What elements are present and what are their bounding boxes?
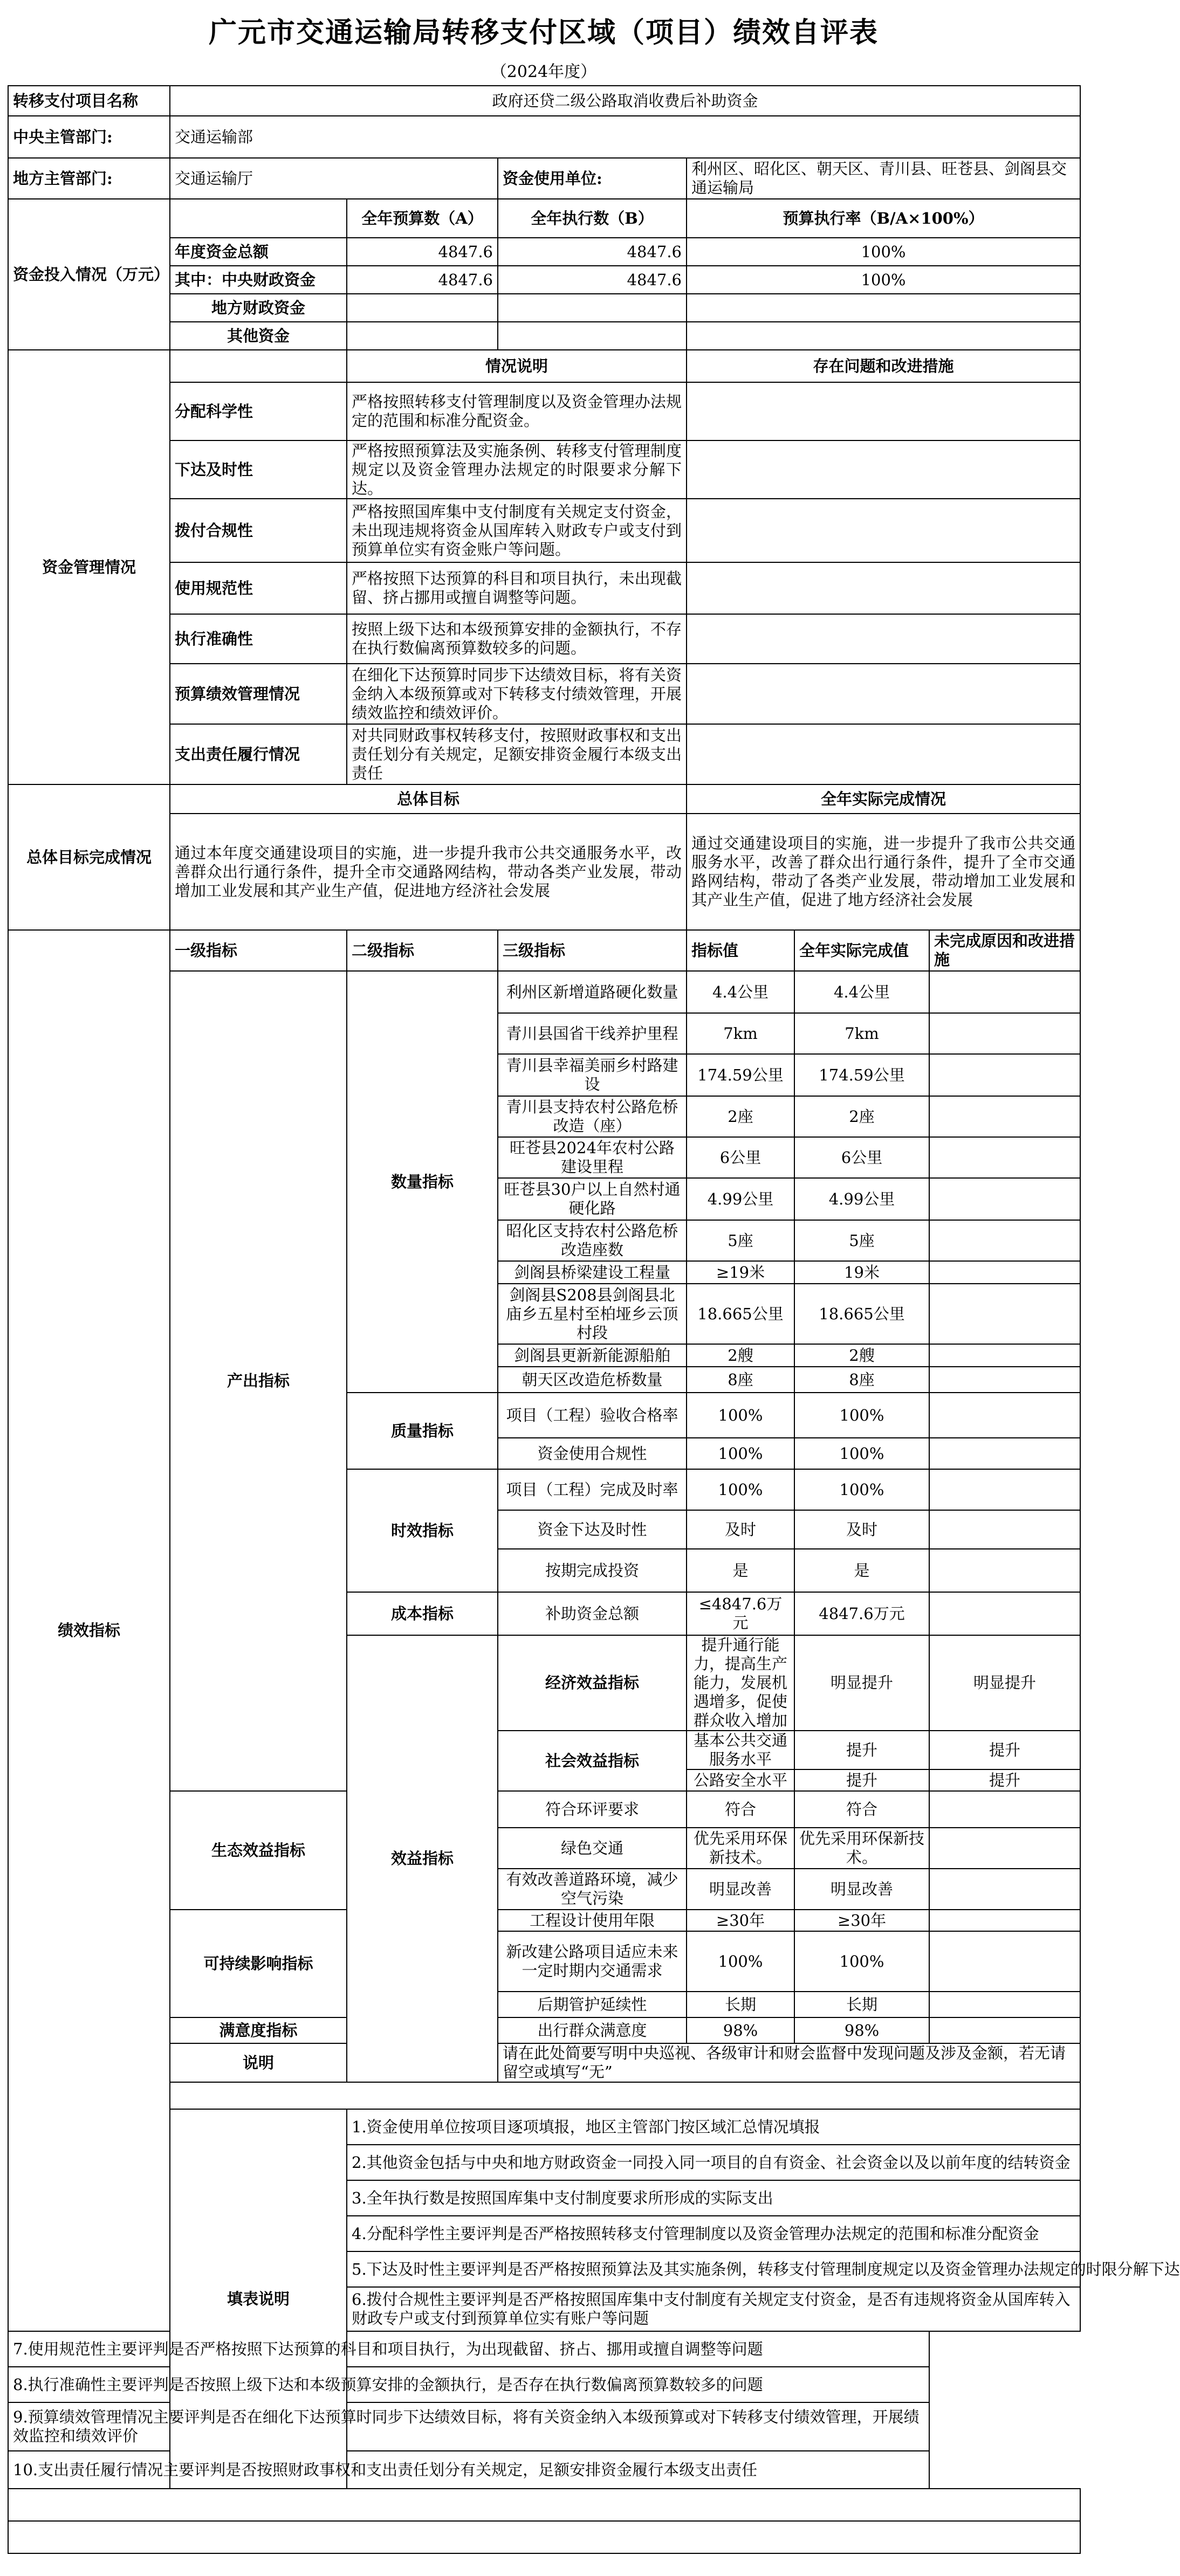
funding-row-budget <box>347 322 498 350</box>
funding-header-rate: 预算执行率（B/A×100%） <box>687 199 1080 238</box>
kpi-item-actual: 8座 <box>794 1367 929 1393</box>
kpi-item-actual: 174.59公里 <box>794 1054 929 1096</box>
kpi-item-name: 青川县幸福美丽乡村路建设 <box>498 1054 687 1096</box>
kpi-item-name: 昭化区支持农村公路危桥改造座数 <box>498 1220 687 1261</box>
kpi-item-reason <box>929 2017 1080 2043</box>
instruction-item: 1.资金使用单位按项目逐项填报，地区主管部门按区域汇总情况填报 <box>347 2109 1080 2145</box>
funding-header-blank <box>170 199 347 238</box>
kpi-item-name: 公路安全水平 <box>687 1769 794 1791</box>
kpi-item-actual: 6公里 <box>794 1137 929 1178</box>
kpi-header-actual: 全年实际完成值 <box>794 930 929 971</box>
funding-row-rate <box>687 294 1080 322</box>
blank-row <box>8 2489 1080 2521</box>
management-row-issue <box>687 440 1080 499</box>
kpi-item-reason <box>929 1438 1080 1469</box>
kpi-item-reason <box>929 1367 1080 1393</box>
local-dept-value: 交通运输厅 <box>170 158 498 199</box>
kpi-sustain-label: 可持续影响指标 <box>170 1910 347 2017</box>
kpi-item-reason <box>929 1992 1080 2017</box>
kpi-item-reason <box>929 1869 1080 1910</box>
kpi-effect-label: 效益指标 <box>347 1635 498 2082</box>
kpi-item-reason <box>929 1931 1080 1992</box>
kpi-item-target: 174.59公里 <box>687 1054 794 1096</box>
kpi-item-name: 新改建公路项目适应未来一定时期内交通需求 <box>498 1931 687 1992</box>
goal-actual-text: 通过交通建设项目的实施，进一步提升了我市公共交通服务水平，改善了群众出行通行条件，提升了全市交通路网结构，带动了各类产业发展，带动增加工业发展和其产业生产值，促进了地方经济社会发展 <box>687 814 1080 930</box>
kpi-item-reason <box>929 1344 1080 1367</box>
kpi-item-target: 100% <box>687 1393 794 1438</box>
central-dept-value: 交通运输部 <box>170 116 1080 158</box>
kpi-item-target: 100% <box>687 1931 794 1992</box>
kpi-item-actual: 长期 <box>794 1992 929 2017</box>
kpi-item-name: 补助资金总额 <box>498 1592 687 1635</box>
instruction-item: 5.下达及时性主要评判是否严格按照预算法及其实施条例，转移支付管理制度规定以及资金管理办法规定的时限分解下达 <box>347 2251 1080 2287</box>
kpi-item-actual: 19米 <box>794 1261 929 1284</box>
management-section-label: 资金管理情况 <box>8 350 170 784</box>
kpi-item-target: 5座 <box>687 1220 794 1261</box>
kpi-item-name: 项目（工程）验收合格率 <box>498 1393 687 1438</box>
kpi-item-target: 100% <box>687 1438 794 1469</box>
kpi-item-target: 8座 <box>687 1367 794 1393</box>
kpi-quality-label: 质量指标 <box>347 1393 498 1469</box>
kpi-item-actual: 18.665公里 <box>794 1284 929 1344</box>
management-row-desc: 严格按照下达预算的科目和项目执行，未出现截留、挤占挪用或擅自调整等问题。 <box>347 562 687 614</box>
management-row-issue <box>687 562 1080 614</box>
kpi-item-name: 提升通行能力，提高生产能力，发展机遇增多，促使群众收入增加 <box>687 1635 794 1731</box>
funding-row-executed <box>498 322 687 350</box>
funding-row-executed: 4847.6 <box>498 266 687 294</box>
kpi-item-actual: 100% <box>794 1931 929 1992</box>
management-header-desc: 情况说明 <box>347 350 687 382</box>
kpi-item-reason <box>929 1284 1080 1344</box>
funding-row-executed <box>498 294 687 322</box>
kpi-item-actual: 100% <box>794 1393 929 1438</box>
kpi-item-actual: 提升 <box>929 1731 1080 1769</box>
management-row-issue <box>687 499 1080 562</box>
kpi-satisfaction-label: 满意度指标 <box>170 2017 347 2043</box>
kpi-item-target: 4.4公里 <box>687 971 794 1013</box>
kpi-item-name: 剑阁县桥梁建设工程量 <box>498 1261 687 1284</box>
kpi-item-reason <box>929 1910 1080 1931</box>
management-row-label: 预算绩效管理情况 <box>170 664 347 724</box>
kpi-item-reason <box>929 1220 1080 1261</box>
funding-row-rate: 100% <box>687 266 1080 294</box>
management-row-issue <box>687 664 1080 724</box>
goal-header-target: 总体目标 <box>170 784 687 814</box>
management-row-label: 拨付合规性 <box>170 499 347 562</box>
kpi-item-target: 98% <box>687 2017 794 2043</box>
management-header-blank <box>170 350 347 382</box>
funding-section-label: 资金投入情况（万元） <box>8 199 170 350</box>
kpi-item-target: 明显提升 <box>794 1635 929 1731</box>
kpi-item-actual: 98% <box>794 2017 929 2043</box>
goal-target-text: 通过本年度交通建设项目的实施，进一步提升我市公共交通服务水平，改善群众出行通行条件，提升全市交通路网结构，带动各类产业发展，带动增加工业发展和其产业生产值，促进地方经济社会发展 <box>170 814 687 930</box>
kpi-item-target: 是 <box>687 1549 794 1592</box>
kpi-item-reason <box>929 1054 1080 1096</box>
kpi-header-target: 指标值 <box>687 930 794 971</box>
kpi-item-target: 明显改善 <box>687 1869 794 1910</box>
kpi-item-reason <box>929 1261 1080 1284</box>
management-row-label: 下达及时性 <box>170 440 347 499</box>
instruction-item: 2.其他资金包括与中央和地方财政资金一同投入同一项目的自有资金、社会资金以及以前年度的结转资金 <box>347 2145 1080 2180</box>
kpi-item-reason <box>929 1393 1080 1438</box>
funding-row-label: 年度资金总额 <box>170 238 347 266</box>
project-name-value: 政府还贷二级公路取消收费后补助资金 <box>170 86 1080 116</box>
management-row-label: 分配科学性 <box>170 382 347 440</box>
instruction-item: 3.全年执行数是按照国库集中支付制度要求所形成的实际支出 <box>347 2180 1080 2216</box>
kpi-time-label: 时效指标 <box>347 1469 498 1592</box>
kpi-item-target: ≤4847.6万元 <box>687 1592 794 1635</box>
kpi-item-target: 2艘 <box>687 1344 794 1367</box>
kpi-item-target: 及时 <box>687 1510 794 1549</box>
funding-row-budget <box>347 294 498 322</box>
kpi-item-target: 长期 <box>687 1992 794 2017</box>
kpi-item-target: ≥19米 <box>687 1261 794 1284</box>
kpi-item-reason <box>929 1549 1080 1592</box>
kpi-eco-label: 生态效益指标 <box>170 1791 347 1910</box>
kpi-item-reason <box>929 1510 1080 1549</box>
kpi-item-target: 7km <box>687 1013 794 1054</box>
kpi-item-reason <box>929 1013 1080 1054</box>
instruction-item: 9.预算绩效管理情况主要评判是否在细化下达预算时同步下达绩效目标，将有关资金纳入本级预算或对下转移支付绩效管理，开展绩效监控和绩效评价 <box>8 2402 929 2451</box>
kpi-item-name: 工程设计使用年限 <box>498 1910 687 1931</box>
kpi-item-name: 出行群众满意度 <box>498 2017 687 2043</box>
kpi-item-target: 6公里 <box>687 1137 794 1178</box>
management-row-desc: 严格按照转移支付管理制度以及资金管理办法规定的范围和标准分配资金。 <box>347 382 687 440</box>
kpi-item-actual: 提升 <box>929 1769 1080 1791</box>
kpi-item-actual: 2艘 <box>794 1344 929 1367</box>
central-dept-label: 中央主管部门: <box>8 116 170 158</box>
management-row-desc: 严格按照预算法及实施条例、转移支付管理制度规定以及资金管理办法规定的时限要求分解下达。 <box>347 440 687 499</box>
kpi-item-name: 有效改善道路环境，减少空气污染 <box>498 1869 687 1910</box>
kpi-item-actual: ≥30年 <box>794 1910 929 1931</box>
management-header-issue: 存在问题和改进措施 <box>687 350 1080 382</box>
kpi-item-target: 4.99公里 <box>687 1178 794 1220</box>
fund-user-label: 资金使用单位: <box>498 158 687 199</box>
kpi-item-actual: 4847.6万元 <box>794 1592 929 1635</box>
blank-row <box>170 2082 1080 2109</box>
kpi-item-target: 18.665公里 <box>687 1284 794 1344</box>
kpi-item-name: 青川县国省干线养护里程 <box>498 1013 687 1054</box>
local-dept-label: 地方主管部门: <box>8 158 170 199</box>
kpi-item-actual: 明显改善 <box>794 1869 929 1910</box>
funding-header-budget: 全年预算数（A） <box>347 199 498 238</box>
explain-label: 说明 <box>170 2043 347 2082</box>
kpi-item-actual: 及时 <box>794 1510 929 1549</box>
funding-row-label: 地方财政资金 <box>170 294 347 322</box>
management-row-desc: 对共同财政事权转移支付，按照财政事权和支出责任划分有关规定，足额安排资金履行本级支出责任 <box>347 724 687 784</box>
funding-header-executed: 全年执行数（B） <box>498 199 687 238</box>
kpi-item-reason <box>929 1137 1080 1178</box>
evaluation-table <box>8 85 1180 2554</box>
kpi-item-reason <box>929 971 1080 1013</box>
kpi-item-target: 2座 <box>687 1096 794 1137</box>
management-row-issue <box>687 724 1080 784</box>
kpi-item-name: 绿色交通 <box>498 1828 687 1869</box>
instruction-item: 10.支出责任履行情况主要评判是否按照财政事权和支出责任划分有关规定，足额安排资金履行本级支出责任 <box>8 2451 929 2489</box>
funding-row-rate: 100% <box>687 238 1080 266</box>
instruction-item: 4.分配科学性主要评判是否严格按照转移支付管理制度以及资金管理办法规定的范围和标准分配资金 <box>347 2216 1080 2251</box>
funding-row-label: 其中：中央财政资金 <box>170 266 347 294</box>
kpi-quantity-label: 数量指标 <box>347 971 498 1393</box>
kpi-item-actual: 优先采用环保新技术。 <box>794 1828 929 1869</box>
kpi-cost-label: 成本指标 <box>347 1592 498 1635</box>
explain-text: 请在此处简要写明中央巡视、各级审计和财会监督中发现问题及涉及金额，若无请留空或填写“无” <box>498 2043 1080 2082</box>
funding-row-label: 其他资金 <box>170 322 347 350</box>
blank-row <box>8 2521 1080 2553</box>
kpi-item-actual: 明显提升 <box>929 1635 1080 1731</box>
kpi-section-label: 绩效指标 <box>8 930 170 2331</box>
kpi-item-actual: 4.99公里 <box>794 1178 929 1220</box>
kpi-item-name: 朝天区改造危桥数量 <box>498 1367 687 1393</box>
kpi-economic-label: 经济效益指标 <box>498 1635 687 1731</box>
kpi-item-name: 利州区新增道路硬化数量 <box>498 971 687 1013</box>
management-row-desc: 在细化下达预算时同步下达绩效目标，将有关资金纳入本级预算或对下转移支付绩效管理，开展绩效监控和绩效评价。 <box>347 664 687 724</box>
project-name-label: 转移支付项目名称 <box>8 86 170 116</box>
kpi-item-reason <box>929 1828 1080 1869</box>
kpi-item-actual: 5座 <box>794 1220 929 1261</box>
kpi-item-actual: 2座 <box>794 1096 929 1137</box>
management-row-issue <box>687 614 1080 664</box>
funding-row-executed: 4847.6 <box>498 238 687 266</box>
kpi-item-actual: 100% <box>794 1438 929 1469</box>
kpi-item-reason <box>929 1178 1080 1220</box>
kpi-item-name: 项目（工程）完成及时率 <box>498 1469 687 1510</box>
kpi-item-name: 剑阁县更新新能源船舶 <box>498 1344 687 1367</box>
instruction-item: 6.拨付合规性主要评判是否严格按照国库集中支付制度有关规定支付资金，是否有违规将资金从国库转入财政专户或支付到预算单位实有账户等问题 <box>347 2287 1080 2331</box>
kpi-item-actual: 4.4公里 <box>794 971 929 1013</box>
kpi-header-level3: 三级指标 <box>498 930 687 971</box>
kpi-item-reason <box>929 1592 1080 1635</box>
funding-row-rate <box>687 322 1080 350</box>
kpi-item-actual: 是 <box>794 1549 929 1592</box>
kpi-output-label: 产出指标 <box>170 971 347 1791</box>
management-row-desc: 按照上级下达和本级预算安排的金额执行，不存在执行数偏离预算数较多的问题。 <box>347 614 687 664</box>
kpi-item-name: 资金使用合规性 <box>498 1438 687 1469</box>
instruction-item: 8.执行准确性主要评判是否按照上级下达和本级预算安排的金额执行，是否存在执行数偏离预算数较多的问题 <box>8 2367 929 2402</box>
kpi-item-reason <box>929 1469 1080 1510</box>
page-subtitle: （2024年度） <box>490 63 597 81</box>
goal-section-label: 总体目标完成情况 <box>8 784 170 930</box>
management-row-issue <box>687 382 1080 440</box>
goal-header-actual: 全年实际完成情况 <box>687 784 1080 814</box>
page-title: 广元市交通运输局转移支付区域（项目）绩效自评表 <box>208 16 879 49</box>
kpi-item-target: 提升 <box>794 1769 929 1791</box>
kpi-item-target: 提升 <box>794 1731 929 1769</box>
management-row-label: 使用规范性 <box>170 562 347 614</box>
funding-row-budget: 4847.6 <box>347 238 498 266</box>
management-row-label: 支出责任履行情况 <box>170 724 347 784</box>
kpi-item-target: 100% <box>687 1469 794 1510</box>
instructions-label: 填表说明 <box>170 2109 347 2489</box>
kpi-item-name: 旺苍县2024年农村公路建设里程 <box>498 1137 687 1178</box>
kpi-item-name: 后期管护延续性 <box>498 1992 687 2017</box>
kpi-item-actual: 100% <box>794 1469 929 1510</box>
kpi-item-name: 剑阁县S208县剑阁县北庙乡五星村至柏垭乡云顶村段 <box>498 1284 687 1344</box>
kpi-item-name: 资金下达及时性 <box>498 1510 687 1549</box>
kpi-item-name: 旺苍县30户以上自然村通硬化路 <box>498 1178 687 1220</box>
kpi-header-reason: 未完成原因和改进措施 <box>929 930 1080 971</box>
kpi-header-level1: 一级指标 <box>170 930 347 971</box>
kpi-item-name: 按期完成投资 <box>498 1549 687 1592</box>
kpi-item-actual: 符合 <box>794 1791 929 1828</box>
kpi-item-target: 符合 <box>687 1791 794 1828</box>
kpi-item-actual: 7km <box>794 1013 929 1054</box>
kpi-item-target: 优先采用环保新技术。 <box>687 1828 794 1869</box>
kpi-item-name: 符合环评要求 <box>498 1791 687 1828</box>
kpi-item-reason <box>929 1791 1080 1828</box>
fund-user-value: 利州区、昭化区、朝天区、青川县、旺苍县、剑阁县交通运输局 <box>687 158 1080 199</box>
kpi-social-label: 社会效益指标 <box>498 1731 687 1791</box>
kpi-item-name: 基本公共交通服务水平 <box>687 1731 794 1769</box>
kpi-header-level2: 二级指标 <box>347 930 498 971</box>
management-row-label: 执行准确性 <box>170 614 347 664</box>
kpi-item-reason <box>929 1096 1080 1137</box>
instruction-item: 7.使用规范性主要评判是否严格按照下达预算的科目和项目执行，为出现截留、挤占、挪用或擅自调整等问题 <box>8 2331 929 2367</box>
management-row-desc: 严格按照国库集中支付制度有关规定支付资金，未出现违规将资金从国库转入财政专户或支付到预算单位实有资金账户等问题。 <box>347 499 687 562</box>
kpi-item-target: ≥30年 <box>687 1910 794 1931</box>
funding-row-budget: 4847.6 <box>347 266 498 294</box>
kpi-item-name: 青川县支持农村公路危桥改造（座） <box>498 1096 687 1137</box>
